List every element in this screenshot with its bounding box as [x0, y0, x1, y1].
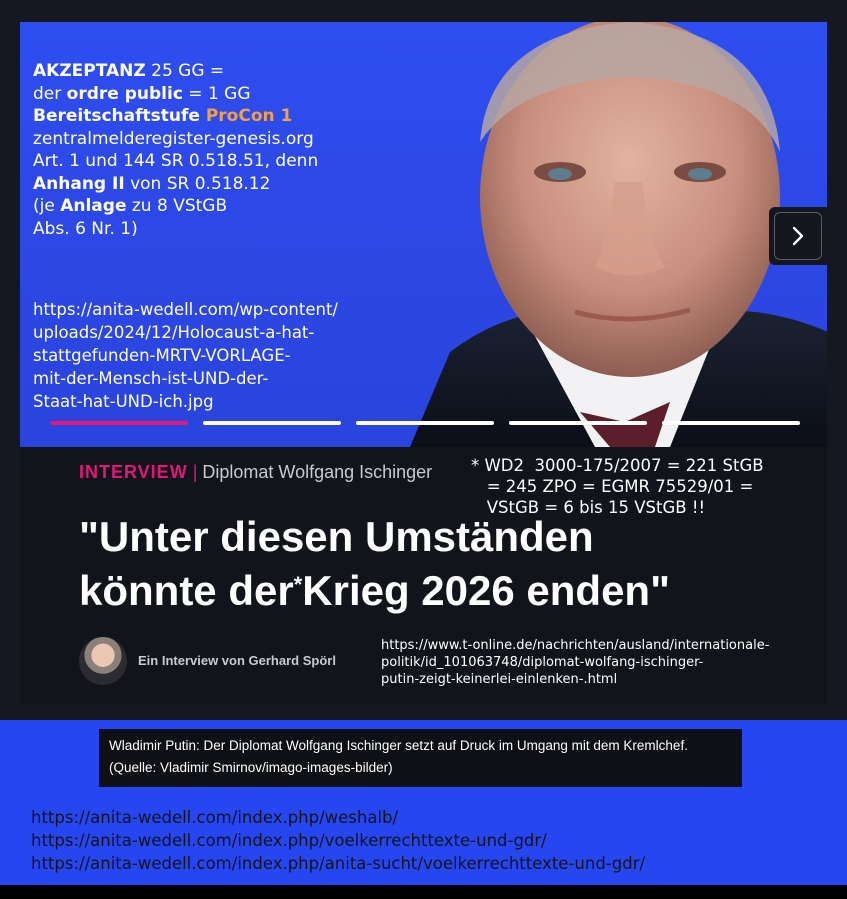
kicker-text: Diplomat Wolfgang Ischinger	[202, 462, 433, 482]
slide-dot[interactable]	[662, 421, 800, 425]
slide-dot[interactable]	[50, 421, 188, 425]
hero-image	[20, 22, 827, 447]
link-item[interactable]: https://anita-wedell.com/index.php/voelkerrechttexte-und-gdr/	[31, 831, 547, 850]
overlay-url	[33, 298, 413, 413]
overlay-line: zentralmelderegister-genesis.org	[33, 128, 314, 149]
headline-part: Krieg 2026 enden"	[302, 567, 670, 614]
author-avatar[interactable]	[79, 637, 127, 685]
overlay-line: Abs. 6 Nr. 1)	[33, 218, 138, 239]
overlay-url-line: https://anita-wedell.com/wp-content/	[33, 300, 338, 319]
portrait-photo	[410, 22, 827, 447]
source-url-line: putin-zeigt-keinerlei-einlenken-.html	[381, 672, 618, 687]
slide-indicator	[50, 421, 800, 426]
source-url-line: https://www.t-online.de/nachrichten/ausland/internationale-	[381, 638, 770, 653]
legal-note	[471, 455, 821, 518]
kicker-tag: INTERVIEW	[79, 462, 188, 482]
overlay-line: Anhang II von SR 0.518.12	[33, 173, 271, 194]
note-line: VStGB = 6 bis 15 VStGB !!	[471, 498, 706, 517]
overlay-url-line: mit-der-Mensch-ist-UND-der-	[33, 369, 269, 388]
headline-line: "Unter diesen Umständen	[79, 513, 594, 560]
caption-source: (Quelle: Vladimir Smirnov/imago-images-bilder)	[109, 760, 393, 775]
chevron-right-icon	[774, 212, 822, 260]
overlay-line: Bereitschaftstufe ProCon 1	[33, 106, 293, 126]
kicker-separator: |	[187, 462, 203, 482]
link-item[interactable]: https://anita-wedell.com/index.php/weshalb/	[31, 808, 399, 827]
article-kicker	[79, 462, 432, 483]
overlay-line: der ordre public = 1 GG	[33, 83, 251, 104]
link-list	[31, 806, 645, 875]
overlay-line: AKZEPTANZ 25 GG =	[33, 61, 225, 81]
slide-dot[interactable]	[509, 421, 647, 425]
overlay-url-line: Staat-hat-UND-ich.jpg	[33, 392, 214, 411]
article-headline[interactable]	[79, 510, 799, 618]
note-line: * WD2 3000-175/2007 = 221 StGB	[471, 456, 764, 475]
author-byline[interactable]: Ein Interview von Gerhard Spörl	[138, 653, 336, 668]
overlay-line: Art. 1 und 144 SR 0.518.51, denn	[33, 151, 319, 171]
caption-text: Wladimir Putin: Der Diplomat Wolfgang Ischinger setzt auf Druck im Umgang mit dem Kremlchef.	[109, 738, 688, 753]
link-item[interactable]: https://anita-wedell.com/index.php/anita-sucht/voelkerrechttexte-und-gdr/	[31, 854, 646, 873]
next-slide-button[interactable]	[769, 207, 827, 265]
image-caption	[99, 729, 742, 787]
bottom-bar	[0, 885, 847, 899]
headline-asterisk: *	[293, 572, 303, 597]
headline-part: könnte der	[79, 567, 294, 614]
overlay-legal-text	[33, 60, 413, 240]
note-line: = 245 ZPO = EGMR 75529/01 =	[471, 477, 754, 496]
overlay-url-line: uploads/2024/12/Holocaust-a-hat-	[33, 323, 315, 342]
headline-line	[79, 564, 799, 618]
overlay-url-line: stattgefunden-MRTV-VORLAGE-	[33, 346, 291, 365]
slide-dot[interactable]	[203, 421, 341, 425]
article-source-url	[381, 637, 831, 688]
source-url-line: politik/id_101063748/diplomat-wolfang-ischinger-	[381, 655, 704, 670]
slide-dot[interactable]	[356, 421, 494, 425]
overlay-line: (je Anlage zu 8 VStGB	[33, 196, 228, 216]
